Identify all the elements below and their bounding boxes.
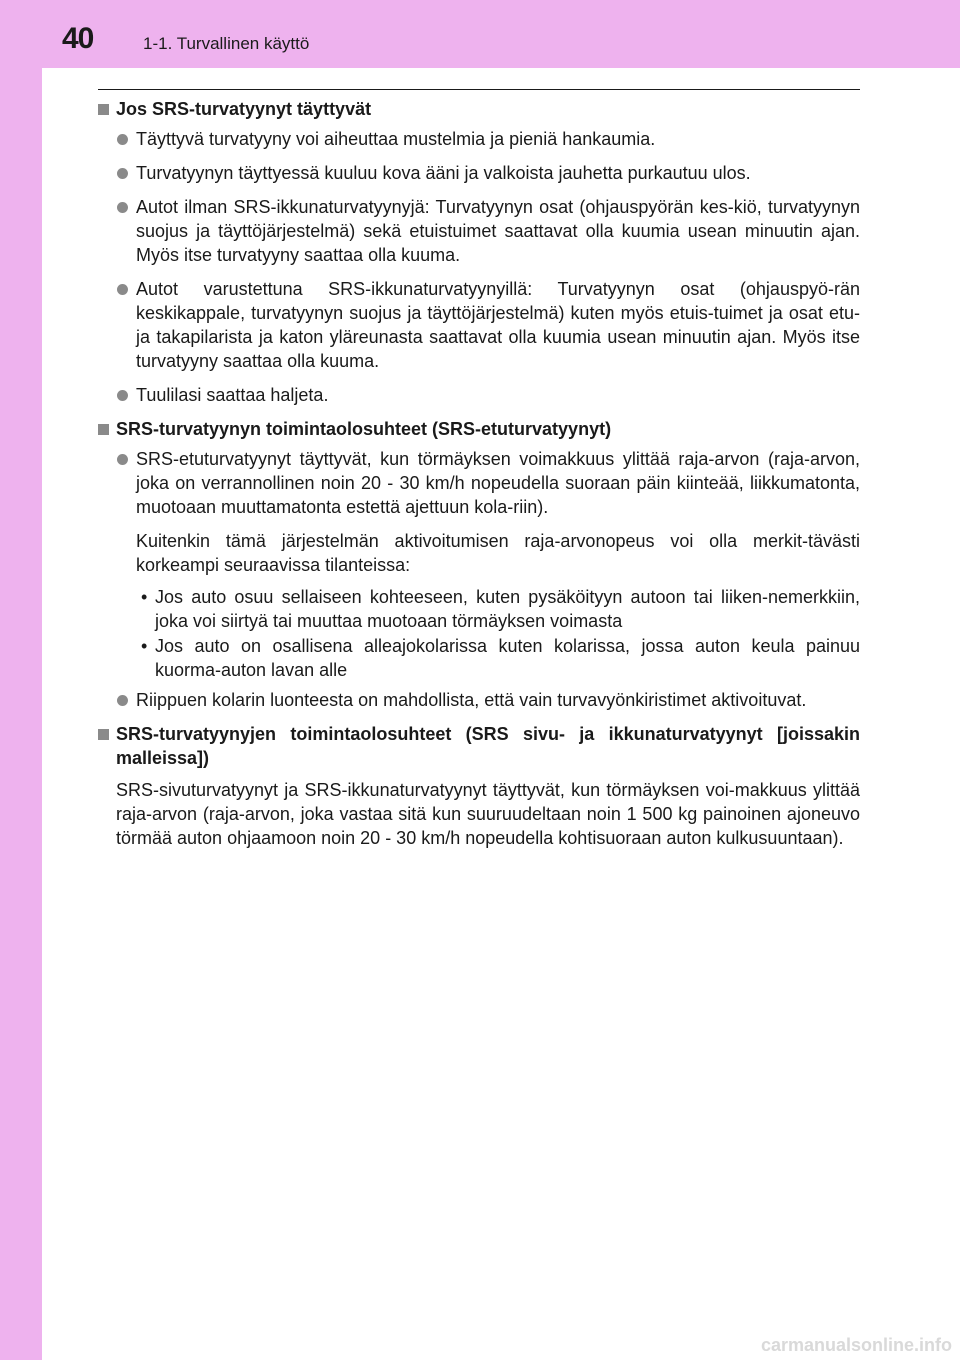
section-heading: SRS-turvatyynyjen toimintaolosuhteet (SRS sivu- ja ikkunaturvatyynyt [joissakin malleissa]) xyxy=(98,722,860,770)
watermark: carmanualsonline.info xyxy=(760,1335,952,1355)
circle-bullet-icon xyxy=(117,202,128,213)
sub-list-item: • Jos auto on osallisena alleajokolarissa kuten kolarissa, jossa auton keula painuu kuorma-auton lavan alle xyxy=(141,636,860,680)
circle-bullet-icon xyxy=(117,134,128,145)
side-tab-strip xyxy=(0,0,42,1360)
circle-bullet-icon xyxy=(117,390,128,401)
list-item: Autot varustettuna SRS-ikkunaturvatyynyillä: Turvatyynyn osat (ohjauspyö-rän keskikappale, turvatyynyn suojus ja täyttöjärjestelmä) kuten myös etuis-tuimet ja osat etu- ja takapilarista ja katon yläreunasta saattavat olla kuumia usean minuutin ajan. Myös itse turvatyyny saattaa olla kuuma. xyxy=(98,277,860,373)
square-bullet-icon xyxy=(98,424,109,435)
paragraph: Kuitenkin tämä järjestelmän aktivoitumisen raja-arvonopeus voi olla merkit-tävästi korkeampi seuraavissa tilanteissa: xyxy=(136,531,860,575)
list-item: Riippuen kolarin luonteesta on mahdollista, että vain turvavyönkiristimet aktivoituvat. xyxy=(98,688,860,712)
list-item: Täyttyvä turvatyyny voi aiheuttaa mustelmia ja pieniä hankaumia. xyxy=(98,127,860,151)
list-item: Autot ilman SRS-ikkunaturvatyynyjä: Turvatyynyn osat (ohjauspyörän kes-kiö, turvatyynyn suojus ja täyttöjärjestelmä) sekä etuistuimet saattavat olla kuumia usean minuutin ajan. Myös itse turvatyyny saattaa olla kuuma. xyxy=(98,195,860,267)
small-bullet-icon: • xyxy=(141,636,148,656)
list-item: Turvatyynyn täyttyessä kuuluu kova ääni ja valkoista jauhetta purkautuu ulos. xyxy=(98,161,860,185)
section-title: 1-1. Turvallinen käyttö xyxy=(143,34,310,53)
list-item: Tuulilasi saattaa haljeta. xyxy=(98,383,860,407)
section-heading: Jos SRS-turvatyynyt täyttyvät xyxy=(98,97,860,121)
small-bullet-icon: • xyxy=(141,587,148,607)
page-content xyxy=(98,93,860,850)
list-item: SRS-etuturvatyynyt täyttyvät, kun törmäyksen voimakkuus ylittää raja-arvon (raja-arvon, joka on verrannollinen noin 20 - 30 km/h nopeudella suoraan päin kiinteää, liikkumatonta, muotoaan muuttamatonta estettä ajettuun kola-riin). xyxy=(98,447,860,519)
sub-list-item: • Jos auto osuu sellaiseen kohteeseen, kuten pysäköityyn autoon tai liiken-nemerkkiin, joka voi siirtyä tai muuttaa muotoaan törmäyksen voimasta xyxy=(141,587,860,631)
header-divider xyxy=(98,89,860,90)
paragraph: SRS-sivuturvatyynyt ja SRS-ikkunaturvatyynyt täyttyvät, kun törmäyksen voi-makkuus ylittää raja-arvon (raja-arvon, joka vastaa sitä kun suuruudeltaan noin 1 500 kg painoinen ajoneuvo törmää auton ohjaamoon noin 20 - 30 km/h nopeudella kohtisuoraan auton kulkusuuntaan). xyxy=(116,780,860,848)
page-number: 40 xyxy=(62,22,94,55)
square-bullet-icon xyxy=(98,104,109,115)
square-bullet-icon xyxy=(98,729,109,740)
circle-bullet-icon xyxy=(117,168,128,179)
circle-bullet-icon xyxy=(117,454,128,465)
circle-bullet-icon xyxy=(117,284,128,295)
circle-bullet-icon xyxy=(117,695,128,706)
section-heading: SRS-turvatyynyn toimintaolosuhteet (SRS-etuturvatyynyt) xyxy=(98,417,860,441)
